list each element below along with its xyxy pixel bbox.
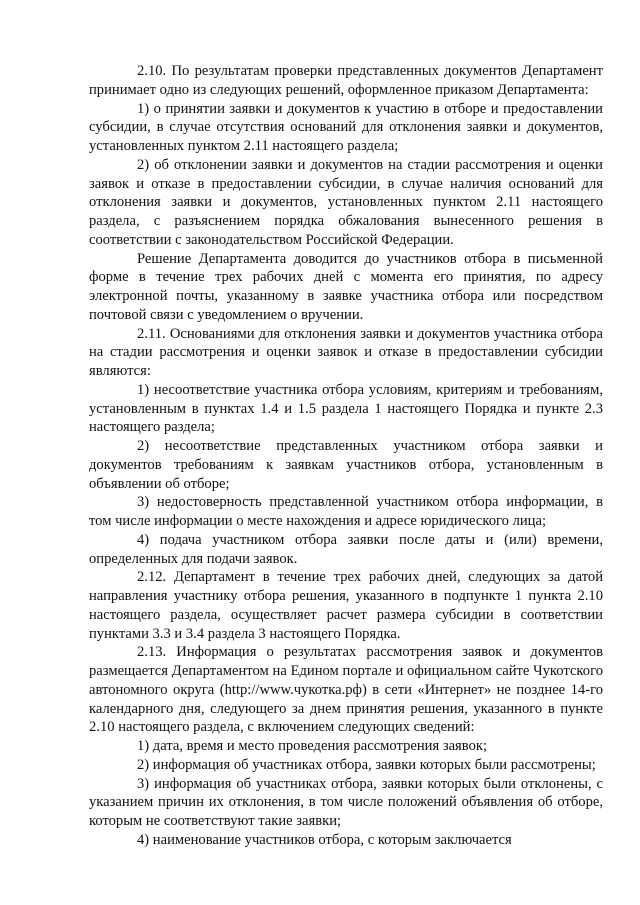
paragraph-2-10-item-2: 2) об отклонении заявки и документов на стадии рассмотрения и оценки заявок и отказе в предоставлении субсидии, в случае наличия оснований для отклонения заявки и документов, установленных пунктом 2.11 настоящего раздела, с разъяснением порядка обжалования вынесенного решения в соответствии с законодательством Российской Федерации. <box>89 156 603 248</box>
paragraph-2-12: 2.12. Департамент в течение трех рабочих дней, следующих за датой направления участнику отбора решения, указанного в подпункте 1 пункта 2.10 настоящего раздела, осуществляет расчет размера субсидии в соответствии пунктами 3.3 и 3.4 раздела 3 настоящего Порядка. <box>89 569 603 642</box>
paragraph-decision-notice: Решение Департамента доводится до участников отбора в письменной форме в течение трех рабочих дней с момента его принятия, по адресу электронной почты, указанному в заявке участника отбора или посредством почтовой связи с уведомлением о вручении. <box>89 250 603 323</box>
paragraph-2-11: 2.11. Основаниями для отклонения заявки и документов участника отбора на стадии рассмотрения и оценки заявок и отказе в предоставлении субсидии являются: <box>89 325 603 379</box>
paragraph-2-13-item-4: 4) наименование участников отбора, с которым заключается <box>137 831 512 848</box>
document-page <box>89 62 603 850</box>
paragraph-2-11-item-4: 4) подача участником отбора заявки после даты и (или) времени, определенных для подачи заявок. <box>89 531 603 567</box>
paragraph-2-13-item-1: 1) дата, время и место проведения рассмотрения заявок; <box>137 738 488 754</box>
paragraph-2-11-item-1: 1) несоответствие участника отбора условиям, критериям и требованиям, установленным в пунктах 1.4 и 1.5 раздела 1 настоящего Порядка и пункте 2.3 настоящего раздела; <box>89 381 603 436</box>
paragraph-2-13-item-3: 3) информация об участниках отбора, заявки которых были отклонены, с указанием причин их отклонения, в том числе положений объявления об отборе, которым не соответствуют такие заявки; <box>89 775 603 829</box>
paragraph-2-11-item-2: 2) несоответствие представленных участником отбора заявки и документов требованиям к заявкам участников отбора, установленным в объявлении об отборе; <box>89 438 603 492</box>
paragraph-2-10-item-1: 1) о принятии заявки и документов к участию в отборе и предоставлении субсидии, в случае отсутствия оснований для отклонения заявки и документов, установленных пунктом 2.11 настоящего раздела; <box>89 100 603 154</box>
paragraph-2-13-item-2: 2) информация об участниках отбора, заявки которых были рассмотрены; <box>137 756 596 773</box>
paragraph-2-10: 2.10. По результатам проверки представленных документов Департамент принимает одно из следующих решений, оформленное приказом Департамента: <box>89 63 603 98</box>
paragraph-2-13: 2.13. Информация о результатах рассмотрения заявок и документов размещается Департаментом на Едином портале и официальном сайте Чукотского автономного округа (http://www.чукотка.рф) в сети «Интернет» не позднее 14-го календарного дня, следующего за днем принятия решения, указанного в пункте 2.10 настоящего раздела, с включением следующих сведений: <box>89 644 603 736</box>
paragraph-2-11-item-3: 3) недостоверность представленной участником отбора информации, в том числе информации о месте нахождения и адресе юридического лица; <box>89 494 603 529</box>
